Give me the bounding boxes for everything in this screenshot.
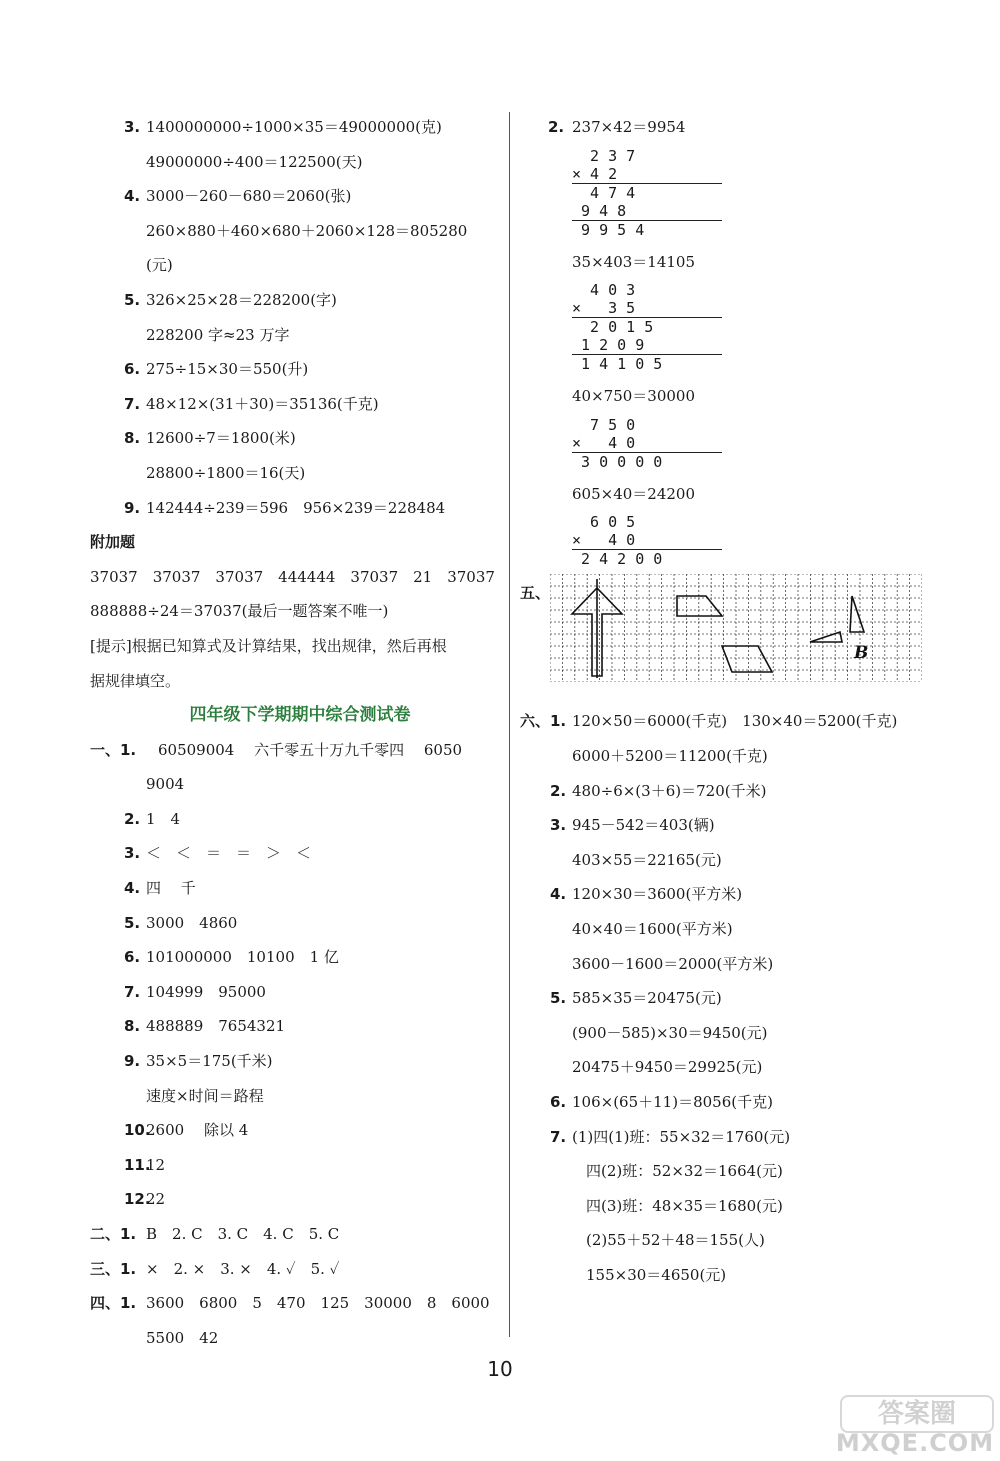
right-answer-list bbox=[520, 704, 940, 1292]
calculation-row: 7 5 0 bbox=[572, 415, 636, 434]
answer-line bbox=[520, 1154, 940, 1189]
answer-line bbox=[100, 1079, 500, 1114]
answer-text: × 2. × 3. × 4. ✓ 5. ✓ bbox=[146, 1259, 340, 1278]
answer-line bbox=[100, 767, 500, 802]
triangle-shape bbox=[810, 632, 842, 642]
answer-text: 四(2)班：52×32＝1664(元) bbox=[586, 1162, 783, 1181]
answer-line bbox=[520, 774, 940, 809]
question-number: 7. bbox=[124, 394, 141, 413]
answer-text: ＜ ＜ ＝ ＝ ＞ ＜ bbox=[146, 844, 312, 863]
answer-text: 3000－260－680＝2060(张) bbox=[146, 187, 352, 206]
answer-line bbox=[90, 1252, 500, 1287]
trapezoid-shape bbox=[677, 596, 722, 616]
question-number: 2. bbox=[124, 809, 141, 828]
question-number: 4. bbox=[124, 879, 141, 898]
answer-text: (1)四(1)班：55×32＝1760(元) bbox=[572, 1127, 791, 1146]
answer-line bbox=[100, 836, 500, 871]
column-divider bbox=[509, 112, 510, 1337]
calculation-row: 2 4 2 0 0 bbox=[572, 549, 722, 568]
question-number: 5. bbox=[550, 989, 567, 1008]
question-number: 2. bbox=[548, 118, 565, 136]
answer-line bbox=[100, 352, 500, 387]
drawing-grid bbox=[550, 574, 922, 682]
answer-text: 326×25×28＝228200(字) bbox=[146, 290, 337, 309]
answer-line bbox=[520, 947, 940, 982]
calculation-row: × 4 0 bbox=[572, 433, 636, 452]
left-column bbox=[90, 110, 500, 1355]
question-number: 6. bbox=[124, 948, 141, 967]
answer-text: 3600－1600＝2000(平方米) bbox=[572, 954, 774, 973]
answer-text: 四(3)班：48×35＝1680(元) bbox=[586, 1196, 783, 1215]
answer-text: 速度×时间＝路程 bbox=[146, 1086, 264, 1105]
answer-text: 104999 95000 bbox=[146, 982, 266, 1001]
answer-text: 945－542＝403(辆) bbox=[572, 816, 715, 835]
answer-line bbox=[90, 1217, 500, 1252]
answer-line bbox=[90, 1286, 500, 1321]
answer-text: 3000 4860 bbox=[146, 913, 238, 932]
answer-line bbox=[520, 1258, 940, 1293]
question-number: 5. bbox=[124, 913, 141, 932]
question-number: 六、1. bbox=[520, 712, 567, 731]
answer-line bbox=[100, 1148, 500, 1183]
answer-line bbox=[520, 1189, 940, 1224]
answer-text: 3600 6800 5 470 125 30000 8 6000 bbox=[146, 1294, 490, 1313]
extra-line: 据规律填空。 bbox=[90, 671, 181, 690]
question-number: 12. bbox=[124, 1190, 151, 1209]
point-b-label: B bbox=[854, 643, 869, 664]
answer-line bbox=[100, 179, 500, 214]
answer-line bbox=[100, 248, 500, 283]
question-number: 6. bbox=[550, 1092, 567, 1111]
question-number: 9. bbox=[124, 498, 141, 517]
calculation-row: 3 0 0 0 0 bbox=[572, 452, 722, 471]
question-number: 3. bbox=[124, 844, 141, 863]
answer-text: 585×35＝20475(元) bbox=[572, 989, 722, 1008]
extra-line: [提示]根据已知算式及计算结果，找出规律，然后再根 bbox=[90, 636, 447, 655]
question-number: 三、1. bbox=[90, 1259, 137, 1278]
answer-line bbox=[100, 214, 500, 249]
answer-line bbox=[100, 906, 500, 941]
question-number: 8. bbox=[124, 429, 141, 448]
question-number: 4. bbox=[550, 885, 567, 904]
answer-text: 12 bbox=[146, 1155, 166, 1174]
equation-text: 40×750＝30000 bbox=[572, 387, 696, 406]
calculation-row: 2 3 7 bbox=[572, 146, 636, 165]
question-number: 7. bbox=[550, 1127, 567, 1146]
answer-text: (900－585)×30＝9450(元) bbox=[572, 1023, 768, 1042]
left-answer-list bbox=[100, 110, 500, 525]
answer-text: 1 4 bbox=[146, 809, 181, 828]
answer-line bbox=[100, 318, 500, 353]
section-title: 四年级下学期期中综合测试卷 bbox=[189, 705, 411, 726]
answer-line bbox=[100, 145, 500, 180]
answer-text: 四 千 bbox=[146, 879, 196, 898]
answer-text: 12600÷7＝1800(米) bbox=[146, 429, 296, 448]
watermark-site: MXQE.COM bbox=[835, 1429, 995, 1457]
equation-line bbox=[520, 379, 940, 414]
right-column bbox=[520, 110, 940, 1292]
calculation-row: × 3 5 bbox=[572, 299, 636, 318]
vertical-calculation bbox=[572, 281, 722, 373]
answer-text: 1400000000÷1000×35＝49000000(克) bbox=[146, 118, 442, 136]
answer-line bbox=[100, 421, 500, 456]
equation-text: 237×42＝9954 bbox=[572, 118, 686, 136]
grid-figure bbox=[520, 574, 940, 704]
answer-text: 488889 7654321 bbox=[146, 1017, 286, 1036]
answer-text: 40×40＝1600(平方米) bbox=[572, 919, 733, 938]
answer-line bbox=[520, 877, 940, 912]
question-number: 二、1. bbox=[90, 1225, 137, 1243]
question-number: 7. bbox=[124, 982, 141, 1001]
answer-text: 2600 除以 4 bbox=[146, 1121, 249, 1140]
answer-line bbox=[520, 843, 940, 878]
answer-line bbox=[100, 1182, 500, 1217]
answer-line bbox=[100, 940, 500, 975]
answer-text: 60509004 六千零五十万九千零四 6050 bbox=[158, 740, 463, 759]
vertical-calculation bbox=[572, 147, 722, 239]
answer-line bbox=[100, 871, 500, 906]
answer-line bbox=[100, 283, 500, 318]
answer-line bbox=[100, 975, 500, 1010]
question-number: 11. bbox=[124, 1155, 151, 1174]
question-number: 一、1. bbox=[90, 740, 137, 759]
calculation-row: 4 7 4 bbox=[572, 183, 722, 202]
answer-line bbox=[100, 802, 500, 837]
answer-line bbox=[520, 981, 940, 1016]
page-number: 10 bbox=[487, 1357, 513, 1381]
answer-text: 480÷6×(3＋6)＝720(千米) bbox=[572, 781, 767, 800]
answer-line bbox=[520, 1120, 940, 1155]
answer-text: 101000000 10100 1 亿 bbox=[146, 948, 339, 967]
answer-text: 155×30＝4650(元) bbox=[586, 1265, 727, 1284]
answer-line bbox=[100, 110, 500, 145]
question-number: 2. bbox=[550, 781, 567, 800]
triangle-shape-rotated bbox=[850, 596, 864, 632]
equation-line bbox=[520, 110, 940, 145]
equation-line bbox=[520, 477, 940, 512]
answer-line bbox=[100, 491, 500, 526]
answer-text: 120×50＝6000(千克) 130×40＝5200(千克) bbox=[572, 712, 898, 731]
calculation-row: 1 2 0 9 bbox=[572, 336, 645, 355]
answer-line bbox=[520, 808, 940, 843]
midterm-answer-list bbox=[90, 733, 500, 1356]
answer-line bbox=[520, 1050, 940, 1085]
watermark bbox=[830, 1395, 1000, 1461]
vertical-calculation bbox=[572, 513, 722, 568]
calculation-row: 1 4 1 0 5 bbox=[572, 354, 722, 373]
answer-line bbox=[520, 1223, 940, 1258]
answer-text: 6000＋5200＝11200(千克) bbox=[572, 746, 768, 765]
question-number: 5. bbox=[124, 290, 141, 309]
answer-line bbox=[520, 739, 940, 774]
answer-text: 142444÷239＝596 956×239＝228484 bbox=[146, 498, 446, 517]
answer-text: 106×(65＋11)＝8056(千克) bbox=[572, 1092, 773, 1111]
answer-text: 35×5＝175(千米) bbox=[146, 1052, 273, 1071]
answer-text: 260×880＋460×680＋2060×128＝805280 bbox=[146, 221, 468, 240]
equation-text: 35×403＝14105 bbox=[572, 252, 696, 271]
answer-line bbox=[520, 912, 940, 947]
answer-line bbox=[520, 1016, 940, 1051]
answer-text: 49000000÷400＝122500(天) bbox=[146, 152, 363, 171]
question-number: 3. bbox=[124, 118, 141, 136]
answer-text: 275÷15×30＝550(升) bbox=[146, 360, 309, 379]
trapezoid-shape-moved bbox=[722, 646, 772, 672]
answer-text: 5500 42 bbox=[146, 1328, 219, 1347]
answer-line bbox=[100, 456, 500, 491]
answer-text: 403×55＝22165(元) bbox=[572, 850, 722, 869]
question-number: 3. bbox=[550, 816, 567, 835]
answer-text: 28800÷1800＝16(天) bbox=[146, 463, 306, 482]
extra-heading: 附加题 bbox=[90, 533, 136, 552]
question-label: 五、 bbox=[520, 584, 551, 603]
watermark-logo: 答案圈 bbox=[840, 1395, 994, 1433]
answer-text: (元) bbox=[146, 256, 173, 275]
answer-line bbox=[100, 1044, 500, 1079]
question-number: 8. bbox=[124, 1017, 141, 1036]
answer-text: 228200 字≈23 万字 bbox=[146, 325, 290, 344]
answer-line bbox=[100, 1321, 500, 1356]
equation-text: 605×40＝24200 bbox=[572, 484, 696, 503]
answer-text: 22 bbox=[146, 1190, 166, 1209]
calculation-row: 6 0 5 bbox=[572, 513, 636, 532]
calculation-row: × 4 0 bbox=[572, 531, 636, 550]
extra-line: 888888÷24＝37037(最后一题答案不唯一) bbox=[90, 602, 389, 621]
extra-line: 37037 37037 37037 444444 37037 21 37037 bbox=[90, 567, 495, 586]
answer-line bbox=[100, 387, 500, 422]
question-number: 四、1. bbox=[90, 1294, 137, 1313]
calculation-row: 2 0 1 5 bbox=[572, 317, 722, 336]
answer-line bbox=[90, 733, 500, 768]
question-number: 9. bbox=[124, 1052, 141, 1071]
answer-text: (2)55＋52＋48＝155(人) bbox=[586, 1231, 765, 1250]
answer-line bbox=[520, 704, 940, 739]
vertical-calculation bbox=[572, 416, 722, 471]
calculation-row: 4 0 3 bbox=[572, 281, 636, 300]
equation-line bbox=[520, 245, 940, 280]
answer-text: 120×30＝3600(平方米) bbox=[572, 885, 743, 904]
calculation-row: × 4 2 bbox=[572, 164, 618, 183]
answer-line bbox=[100, 1009, 500, 1044]
question-number: 6. bbox=[124, 360, 141, 379]
answer-text: B 2. C 3. C 4. C 5. C bbox=[146, 1225, 340, 1243]
question-number: 10. bbox=[124, 1121, 151, 1140]
answer-text: 48×12×(31＋30)＝35136(千克) bbox=[146, 394, 379, 413]
vertical-calculations bbox=[520, 110, 940, 568]
calculation-row: 9 4 8 bbox=[572, 201, 627, 220]
answer-line bbox=[100, 1113, 500, 1148]
question-number: 4. bbox=[124, 187, 141, 206]
answer-text: 20475＋9450＝29925(元) bbox=[572, 1058, 763, 1077]
calculation-row: 9 9 5 4 bbox=[572, 220, 722, 239]
answer-line bbox=[520, 1085, 940, 1120]
answer-text: 9004 bbox=[146, 775, 185, 794]
